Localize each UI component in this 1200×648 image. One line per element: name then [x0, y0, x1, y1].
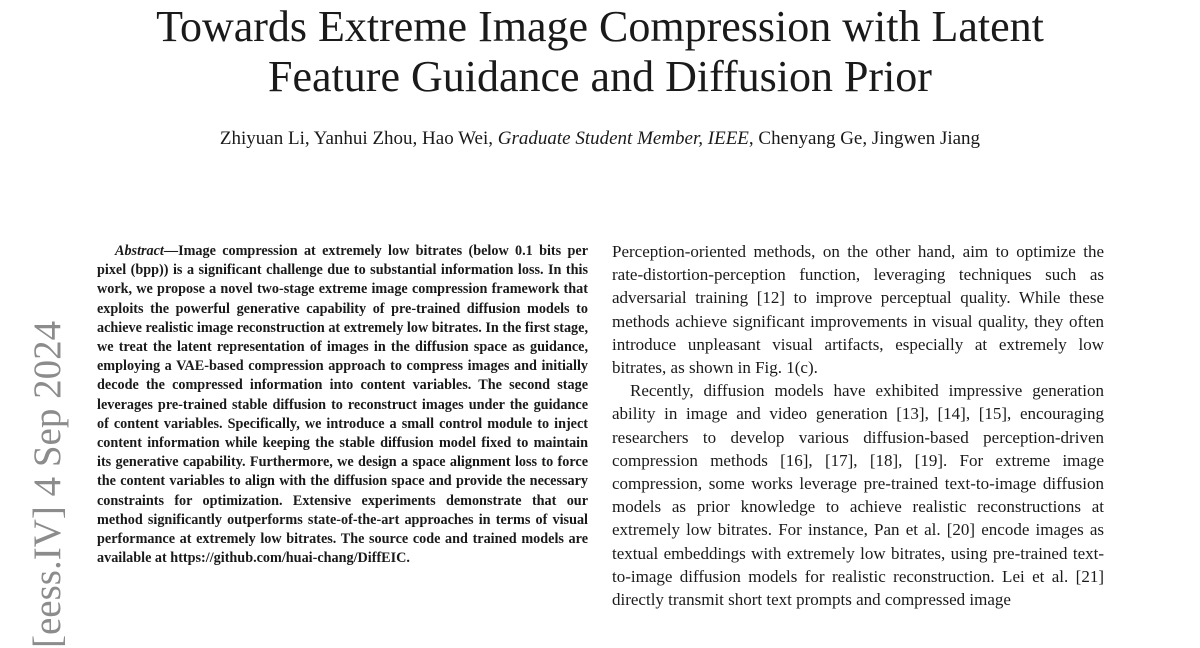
authors-first: Zhiyuan Li, Yanhui Zhou, Hao Wei, — [219, 128, 498, 149]
paper-title-line-2: Feature Guidance and Diffusion Prior — [268, 52, 932, 101]
abstract-label: Abstract — [115, 243, 164, 259]
author-role: Graduate Student Member, IEEE — [497, 128, 749, 149]
paper-title — [60, 2, 1140, 102]
body-column-right — [612, 240, 1104, 611]
authors-last: , Chenyang Ge, Jingwen Jiang — [748, 128, 981, 149]
abstract — [97, 242, 588, 568]
body-paragraph-2: Recently, diffusion models have exhibited impressive generation ability in image and video generation [13], [14], [15], encouraging researchers to develop various diffusion-based perception-driven compression methods [16], [17], [18], [19]. For extreme image compression, some works leverage pre-trained text-to-image diffusion models as prior knowledge to achieve realistic reconstructions at extremely low bitrates. For instance, Pan et al. [20] encode images as textual embeddings with extremely low bitrates, using pre-trained text-to-image diffusion models for realistic reconstruction. Lei et al. [21] directly transmit short text prompts and compressed image — [612, 381, 1104, 610]
author-list — [60, 127, 1140, 151]
arxiv-sidebar-stamp: [eess.IV] 4 Sep 2024 — [26, 320, 69, 648]
paper-title-line-1: Towards Extreme Image Compression with Latent — [156, 2, 1044, 51]
abstract-text: —Image compression at extremely low bitrates (below 0.1 bits per pixel (bpp)) is a significant challenge due to substantial information loss. In this work, we propose a novel two-stage extreme image compression framework that exploits the powerful generative capability of pre-trained diffusion models to achieve realistic image reconstruction at extremely low bitrates. In the first stage, we treat the latent representation of images in the diffusion space as guidance, employing a VAE-based compression approach to compress images and initially decode the compressed information into content variables. The second stage leverages pre-trained stable diffusion to reconstruct images under the guidance of content variables. Specifically, we introduce a small control module to inject content information while keeping the stable diffusion model fixed to maintain its generative capability. Furthermore, we design a space alignment loss to force the content variables to align with the diffusion space and provide the necessary constraints for optimization. Extensive experiments demonstrate that our method significantly outperforms state-of-the-art approaches in terms of visual performance at extremely low bitrates. The source code and trained models are available at https://github.com/huai-chang/DiffEIC. — [97, 243, 588, 567]
body-paragraph-1: Perception-oriented methods, on the other hand, aim to optimize the rate-distortion-perception function, leveraging techniques such as adversarial training [12] to improve perceptual quality. While these methods achieve significant improvements in visual quality, they often introduce unpleasant visual artifacts, especially at extremely low bitrates, as shown in Fig. 1(c). — [612, 242, 1104, 378]
